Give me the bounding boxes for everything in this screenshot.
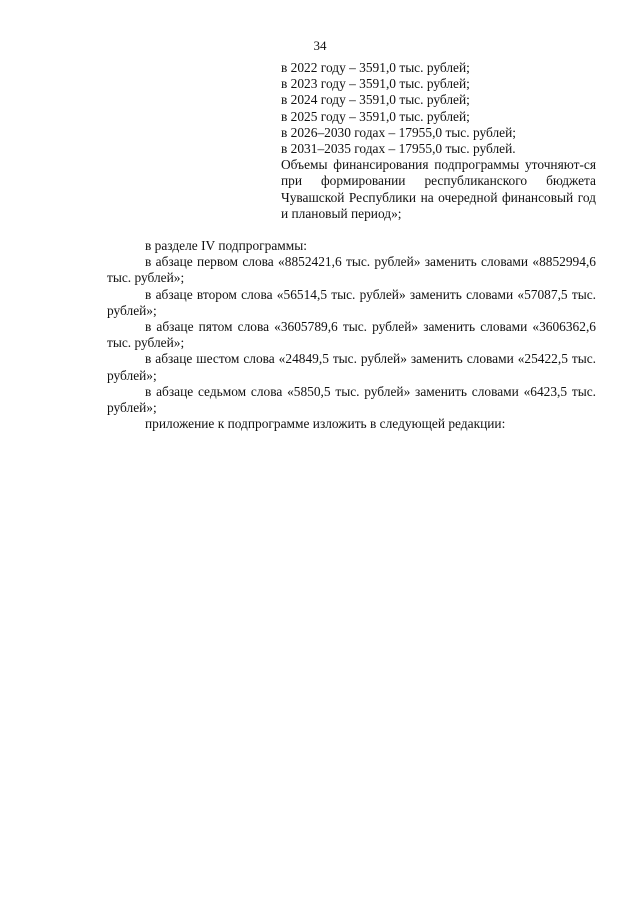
financing-years-2031-2035: в 2031–2035 годах – 17955,0 тыс. рублей. [281,141,516,157]
amendments-block [107,238,596,432]
amendment-item: в абзаце первом слова «8852421,6 тыс. рублей» заменить словами «8852994,6 тыс. рублей»; [107,254,596,286]
amendment-item: в абзаце втором слова «56514,5 тыс. рублей» заменить словами «57087,5 тыс. рублей»; [107,286,596,318]
financing-note: Объемы финансирования подпрограммы уточняют-ся при формировании республиканского бюджета Чувашской Республики на очередной финансовый год и плановый период»; [281,157,596,221]
financing-year-2025: в 2025 году – 3591,0 тыс. рублей; [281,108,470,124]
closing-instruction: приложение к подпрограмме изложить в следующей редакции: [145,416,506,432]
financing-year-2024: в 2024 году – 3591,0 тыс. рублей; [281,92,470,108]
financing-year-2023: в 2023 году – 3591,0 тыс. рублей; [281,76,470,92]
amendment-item: в абзаце шестом слова «24849,5 тыс. рублей» заменить словами «25422,5 тыс. рублей»; [107,351,596,383]
financing-block [281,60,596,222]
amendment-item: в абзаце седьмом слова «5850,5 тыс. рублей» заменить словами «6423,5 тыс. рублей»; [107,383,596,416]
financing-year-2022: в 2022 году – 3591,0 тыс. рублей; [281,60,470,75]
amendment-item: в абзаце пятом слова «3605789,6 тыс. рублей» заменить словами «3606362,6 тыс. рублей»; [107,319,596,351]
page-number: 34 [313,38,327,53]
financing-years-2026-2030: в 2026–2030 годах – 17955,0 тыс. рублей; [281,124,516,140]
section-intro: в разделе IV подпрограммы: [145,238,307,253]
